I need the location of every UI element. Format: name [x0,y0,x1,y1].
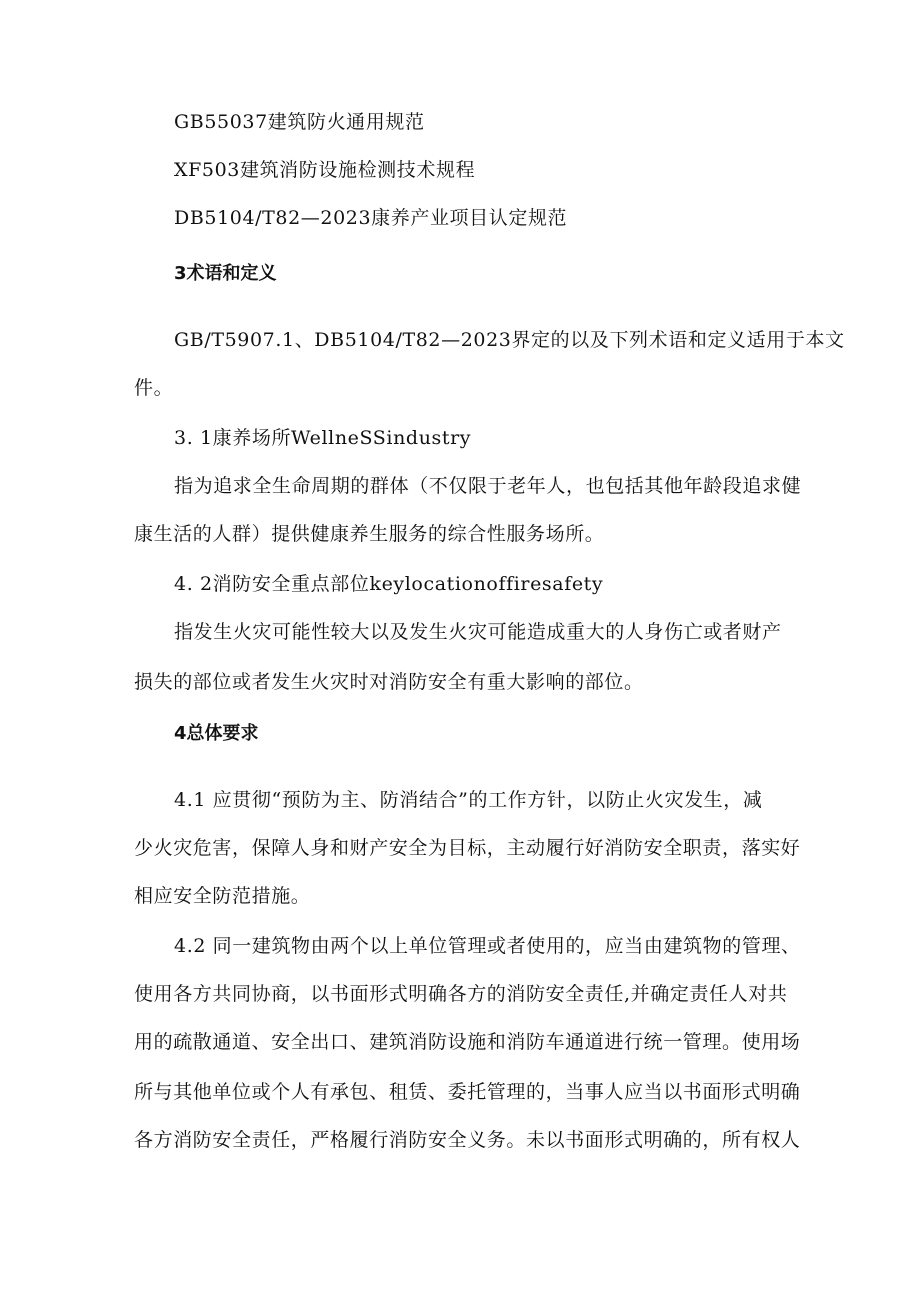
clause-4-1-line-2: 少火灾危害，保障人身和财产安全为目标，主动履行好消防安全职责，落实好 [134,837,801,859]
clause-4-2-line-2: 使用各方共同协商，以书面形式明确各方的消防安全责任,并确定责任人对共 [134,983,788,1005]
clause-4-1-line-3: 相应安全防范措施。 [134,885,311,907]
clause-4-2-line-4: 所与其他单位或个人有承包、租赁、委托管理的，当事人应当以书面形式明确 [134,1081,801,1103]
section-4-heading: 4总体要求 [174,723,259,744]
section-3-intro-line-2: 件。 [134,377,174,399]
clause-4-2-line-3: 用的疏散通道、安全出口、建筑消防设施和消防车通道进行统一管理。使用场 [134,1031,801,1053]
section-3-heading: 3术语和定义 [174,263,277,284]
term-1-definition-line-2: 康生活的人群）提供健康养生服务的综合性服务场所。 [134,523,605,545]
clause-4-2-line-5: 各方消防安全责任，严格履行消防安全义务。未以书面形式明确的，所有权人 [134,1129,801,1151]
reference-xf503: XF503建筑消防设施检测技术规程 [174,159,476,181]
term-1-definition-line-1: 指为追求全生命周期的群体（不仅限于老年人，也包括其他年龄段追求健 [174,475,802,497]
clause-4-1-line-1: 4.1 应贯彻“预防为主、防消结合”的工作方针，以防止火灾发生，减 [174,789,763,811]
clause-4-2-line-1: 4.2 同一建筑物由两个以上单位管理或者使用的，应当由建筑物的管理、 [174,935,801,957]
term-1-title: 3. 1康养场所WellneSSindustry [174,427,472,449]
section-3-intro-line-1: GB/T5907.1、DB5104/T82—2023界定的以及下列术语和定义适用于本文 [174,329,845,351]
term-2-definition-line-1: 指发生火灾可能性较大以及发生火灾可能造成重大的人身伤亡或者财产 [174,621,782,643]
reference-gb55037: GB55037建筑防火通用规范 [174,111,425,133]
reference-db5104: DB5104/T82—2023康养产业项目认定规范 [174,207,568,229]
term-2-definition-line-2: 损失的部位或者发生火灾时对消防安全有重大影响的部位。 [134,671,644,693]
term-2-title: 4. 2消防安全重点部位keylocationoffiresafety [174,573,604,595]
